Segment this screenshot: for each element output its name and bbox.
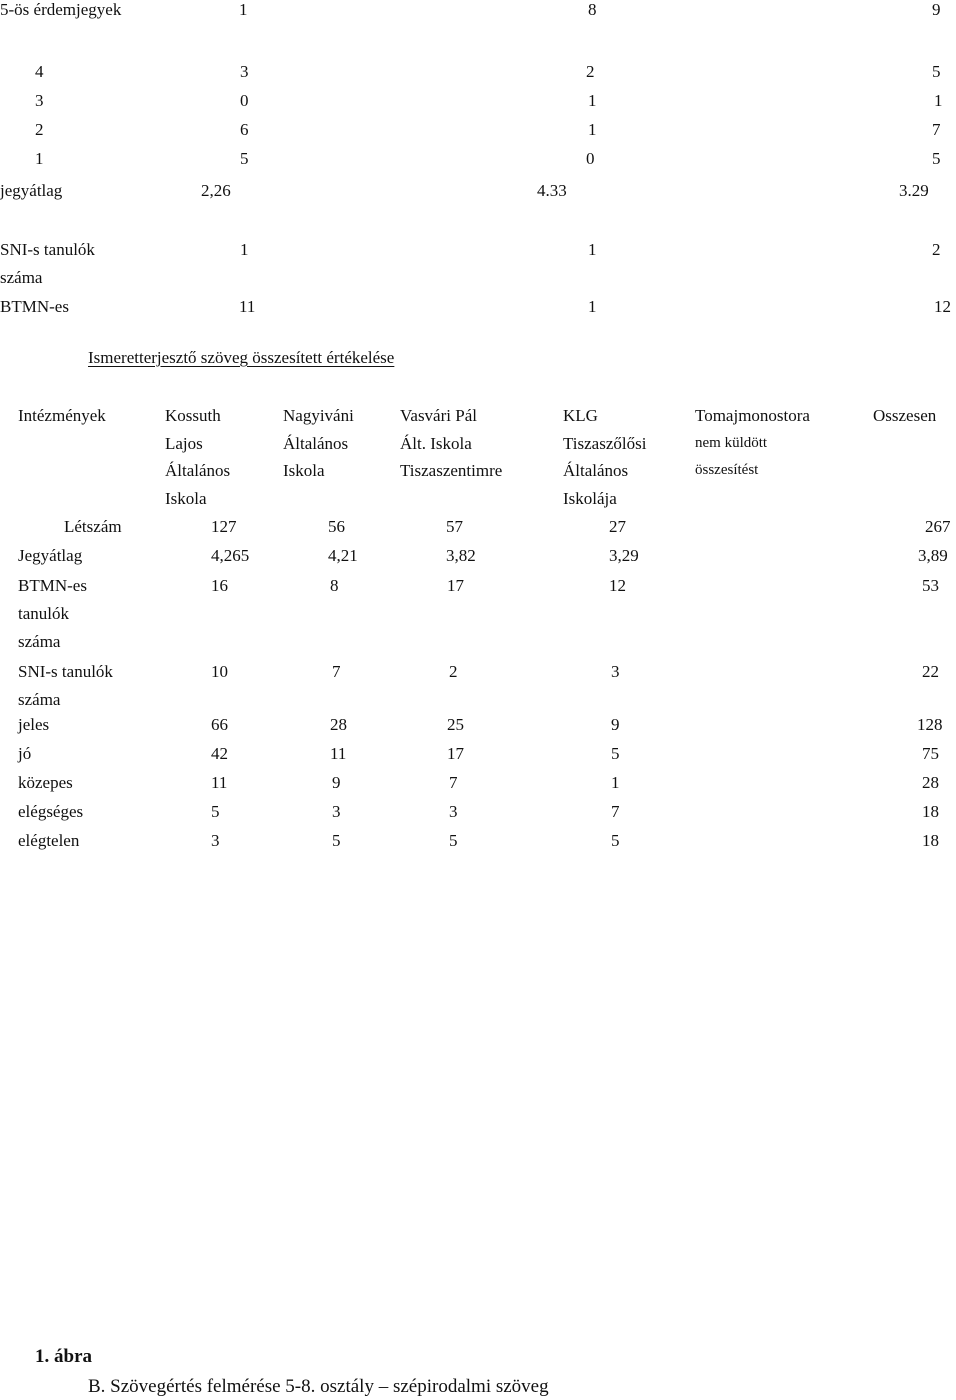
table-cell: 11 xyxy=(330,744,347,763)
table-cell: 9 xyxy=(611,715,620,734)
top-cell: 7 xyxy=(932,120,941,139)
table-cell: 5 xyxy=(449,831,458,850)
top-row-label: 3 xyxy=(35,91,44,110)
table-cell: 127 xyxy=(211,517,237,536)
table-cell: 53 xyxy=(922,576,939,595)
top-cell: 2,26 xyxy=(201,181,231,200)
figure-number: 1. ábra xyxy=(35,1346,92,1367)
top-cell: 8 xyxy=(588,0,597,19)
top-row-label: száma xyxy=(0,268,43,287)
header-klg: KLG Tiszaszőlősi Általános Iskolája xyxy=(563,406,647,508)
table-cell: 3,89 xyxy=(918,546,948,565)
row-label: száma xyxy=(18,690,61,709)
table-cell: 22 xyxy=(922,662,939,681)
top-cell: 5 xyxy=(240,149,249,168)
top-cell: 2 xyxy=(932,240,941,259)
table-cell: 2 xyxy=(449,662,458,681)
table-cell: 27 xyxy=(609,517,626,536)
top-cell: 4.33 xyxy=(537,181,567,200)
row-label: SNI-s tanulók xyxy=(18,662,113,681)
table-cell: 3,82 xyxy=(446,546,476,565)
row-label: száma xyxy=(18,632,61,651)
row-label: jeles xyxy=(18,715,50,734)
table-cell: 1 xyxy=(611,773,620,792)
top-row-label: BTMN-es xyxy=(0,297,69,316)
table-cell: 3,29 xyxy=(609,546,639,565)
table-cell: 3 xyxy=(332,802,341,821)
top-row-label: 2 xyxy=(35,120,44,139)
header-institutions: Intézmények xyxy=(18,406,106,425)
row-label: tanulók xyxy=(18,604,69,623)
table-cell: 18 xyxy=(922,831,939,850)
top-cell: 0 xyxy=(240,91,249,110)
header-kossuth: Kossuth Lajos Általános Iskola xyxy=(165,406,231,508)
table-cell: 7 xyxy=(449,773,458,792)
top-cell: 1 xyxy=(588,120,597,139)
top-row-label: 5-ös érdemjegyek xyxy=(0,0,122,19)
row-label: elégtelen xyxy=(18,831,80,850)
top-cell: 1 xyxy=(588,91,597,110)
top-cell: 0 xyxy=(586,149,595,168)
table-cell: 3 xyxy=(211,831,220,850)
table-cell: 16 xyxy=(211,576,228,595)
table-cell: 5 xyxy=(332,831,341,850)
table-cell: 57 xyxy=(446,517,463,536)
top-row-label: SNI-s tanulók xyxy=(0,240,95,259)
table-cell: 56 xyxy=(328,517,345,536)
row-label: Jegyátlag xyxy=(18,546,83,565)
table-cell: 7 xyxy=(332,662,341,681)
header-total: Osszesen xyxy=(873,406,937,425)
table-cell: 25 xyxy=(447,715,464,734)
top-cell: 12 xyxy=(934,297,951,316)
row-label: elégséges xyxy=(18,802,84,821)
top-cell: 1 xyxy=(240,240,249,259)
table-cell: 18 xyxy=(922,802,939,821)
table-cell: 3 xyxy=(611,662,620,681)
top-row-label: 4 xyxy=(35,62,44,81)
table-cell: 3 xyxy=(449,802,458,821)
top-cell: 1 xyxy=(934,91,943,110)
top-row-label: 1 xyxy=(35,149,44,168)
table-cell: 5 xyxy=(611,744,620,763)
top-cell: 3.29 xyxy=(899,181,929,200)
header-nagyivani: Nagyiváni Általános Iskola xyxy=(283,406,354,480)
top-cell: 2 xyxy=(586,62,595,81)
table-cell: 4,21 xyxy=(328,546,358,565)
top-cell: 1 xyxy=(588,240,597,259)
top-cell: 9 xyxy=(932,0,941,19)
top-cell: 5 xyxy=(932,149,941,168)
header-vasvari: Vasvári Pál Ált. Iskola Tiszaszentimre xyxy=(400,406,503,480)
figure-caption: B. Szövegértés felmérése 5-8. osztály – szépirodalmi szöveg xyxy=(88,1376,549,1397)
top-cell: 3 xyxy=(240,62,249,81)
row-label: Létszám xyxy=(64,517,122,536)
top-row-label: jegyátlag xyxy=(0,181,63,200)
top-cell: 5 xyxy=(932,62,941,81)
top-cell: 1 xyxy=(588,297,597,316)
top-cell: 11 xyxy=(239,297,256,316)
table-cell: 128 xyxy=(917,715,943,734)
row-label: közepes xyxy=(18,773,73,792)
table-cell: 11 xyxy=(211,773,228,792)
table-cell: 66 xyxy=(211,715,228,734)
header-tomajmonostora: Tomajmonostora nem küldött összesítést xyxy=(695,406,810,478)
table-cell: 17 xyxy=(447,744,464,763)
top-cell: 1 xyxy=(239,0,248,19)
table-cell: 10 xyxy=(211,662,228,681)
table-cell: 9 xyxy=(332,773,341,792)
table-cell: 7 xyxy=(611,802,620,821)
table-cell: 17 xyxy=(447,576,464,595)
top-cell: 6 xyxy=(240,120,249,139)
table-cell: 12 xyxy=(609,576,626,595)
table-cell: 28 xyxy=(922,773,939,792)
table-cell: 267 xyxy=(925,517,951,536)
section-heading: Ismeretterjesztő szöveg összesített értékelése xyxy=(88,348,395,367)
table-cell: 42 xyxy=(211,744,228,763)
table-cell: 5 xyxy=(611,831,620,850)
table-cell: 5 xyxy=(211,802,220,821)
row-label: jó xyxy=(18,744,32,763)
row-label: BTMN-es xyxy=(18,576,87,595)
table-cell: 8 xyxy=(330,576,339,595)
table-cell: 28 xyxy=(330,715,347,734)
table-cell: 4,265 xyxy=(211,546,250,565)
table-cell: 75 xyxy=(922,744,939,763)
